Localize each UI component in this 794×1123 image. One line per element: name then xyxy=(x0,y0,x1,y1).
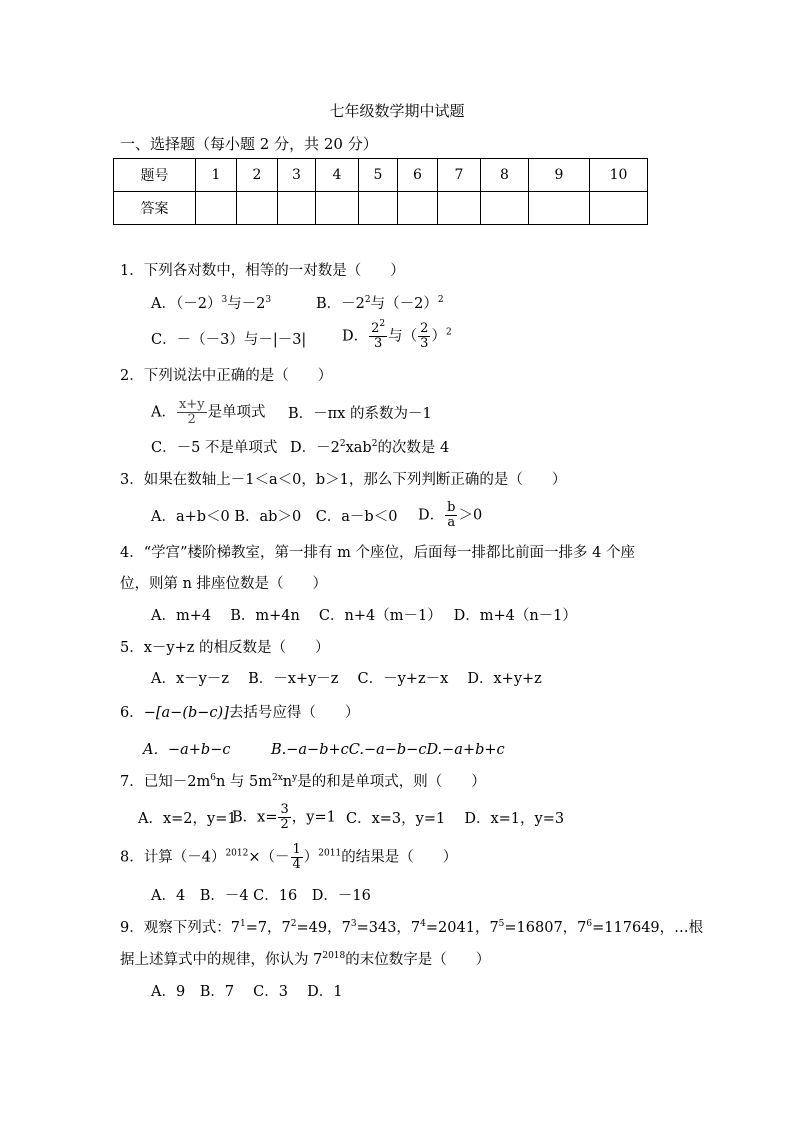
q7-option-a: A．x=2，y=1 xyxy=(138,811,237,827)
question-number-cell: 7 xyxy=(438,159,481,192)
q9-options: A．9 B．7 C．3 D．1 xyxy=(151,984,343,1000)
q5-options: A．x－y－z B．－x+y－z C．－y+z－x D．x+y+z xyxy=(151,671,542,687)
fraction: $\frac{x+y}{2}$ xyxy=(178,397,205,427)
answer-cell[interactable] xyxy=(529,192,590,225)
question-number-cell: 10 xyxy=(590,159,648,192)
q2-option-d: D．$-2^2xab^2$的次数是 4 xyxy=(290,439,450,456)
q6-stem: 6．−[a−(b−c)]去括号应得（ ） xyxy=(120,705,360,721)
q3-options: A．a+b＜0 B．ab＞0 C．a－b＜0 xyxy=(151,509,398,525)
q1-option-b: B．$-2^2$与$(-2)^2$ xyxy=(316,295,444,312)
answer-cell[interactable] xyxy=(196,192,237,225)
q1-option-c: C．－（－3）与－|－3| xyxy=(151,332,307,348)
q8-options: A．4 B．－4 C．16 D．－16 xyxy=(151,888,371,904)
fraction: $\frac{b}{a}$ xyxy=(447,500,456,530)
q6-options-bcd: B.−a−b+cC.−a−b−cD.−a+b+c xyxy=(271,742,505,758)
fraction: $\frac{1}{4}$ xyxy=(292,842,301,872)
q3-option-d: D． $\frac{b}{a}$ ＞0 xyxy=(418,500,483,530)
section-heading: 一、选择题（每小题 2 分，共 20 分） xyxy=(120,135,378,153)
table-header-cell: 答案 xyxy=(114,192,196,225)
answer-cell[interactable] xyxy=(481,192,529,225)
answer-cell[interactable] xyxy=(359,192,398,225)
q7-stem: 7．已知$-2m^6n$ 与 $5m^{2x}n^y$是的和是单项式，则（ ） xyxy=(120,773,486,790)
fraction: $\frac{2}{3}$ xyxy=(420,321,429,351)
q9-stem-line2: 据上述算式中的规律，你认为 $7^{2018}$的末位数字是（ ） xyxy=(120,951,491,968)
q1-option-a: A．$(-2)^3$与$-2^3$ xyxy=(151,295,272,312)
table-row xyxy=(114,159,648,192)
q1-option-d: D． $\frac{2^2}{3}$ 与（ $\frac{2}{3}$ ）$^2$ xyxy=(342,319,452,351)
answer-cell[interactable] xyxy=(398,192,438,225)
question-number-cell: 1 xyxy=(196,159,237,192)
answer-table xyxy=(113,158,648,225)
q4-options: A．m+4 B．m+4n C．n+4（m－1） D．m+4（n－1） xyxy=(151,608,577,624)
table-header-cell: 题号 xyxy=(114,159,196,192)
question-number-cell: 3 xyxy=(278,159,316,192)
question-number-cell: 4 xyxy=(316,159,359,192)
question-number-cell: 8 xyxy=(481,159,529,192)
answer-cell[interactable] xyxy=(237,192,278,225)
fraction: $\frac{2^2}{3}$ xyxy=(371,319,386,351)
q3-stem: 3．如果在数轴上－1＜a＜0，b＞1，那么下列判断正确的是（ ） xyxy=(120,472,567,488)
answer-cell[interactable] xyxy=(316,192,359,225)
q8-stem: 8．计算$(-4)^{2012}\times(-$ $\frac{1}{4}$ ）$^{2011}$的结果是（ ） xyxy=(120,842,458,872)
question-number-cell: 6 xyxy=(398,159,438,192)
answer-cell[interactable] xyxy=(438,192,481,225)
q2-option-a: A． $\frac{x+y}{2}$ 是单项式 xyxy=(151,397,266,427)
q2-option-b: B．－πx 的系数为－1 xyxy=(288,406,432,422)
fraction: $\frac{3}{2}$ xyxy=(280,802,289,832)
q4-stem-line1: 4．“学宫”楼阶梯教室，第一排有 m 个座位，后面每一排都比前面一排多 4 个座 xyxy=(120,545,635,561)
table-row xyxy=(114,192,648,225)
q9-stem-line1: 9．观察下列式：$7^1=7$，$7^2=49$，$7^3=343$，$7^4=2041$，$7^5=16807$，$7^6=117649$，…根 xyxy=(120,919,704,936)
q4-stem-line2: 位，则第 n 排座位数是（ ） xyxy=(120,576,328,592)
q7-option-b: B．x= $\frac{3}{2}$ ，y=1 xyxy=(232,802,336,832)
question-number-cell: 5 xyxy=(359,159,398,192)
q1-stem: 1．下列各对数中，相等的一对数是（ ） xyxy=(120,263,405,279)
answer-cell[interactable] xyxy=(278,192,316,225)
q7-options-cd: C．x=3，y=1 D．x=1，y=3 xyxy=(346,811,565,827)
q6-option-a: A．−a+b−c xyxy=(143,742,231,758)
page-title: 七年级数学期中试题 xyxy=(329,102,465,120)
question-number-cell: 2 xyxy=(237,159,278,192)
q2-option-c: C．－5 不是单项式 xyxy=(151,440,278,456)
question-number-cell: 9 xyxy=(529,159,590,192)
q5-stem: 5．x－y+z 的相反数是（ ） xyxy=(120,640,330,656)
answer-cell[interactable] xyxy=(590,192,648,225)
q2-stem: 2．下列说法中正确的是（ ） xyxy=(120,368,333,384)
